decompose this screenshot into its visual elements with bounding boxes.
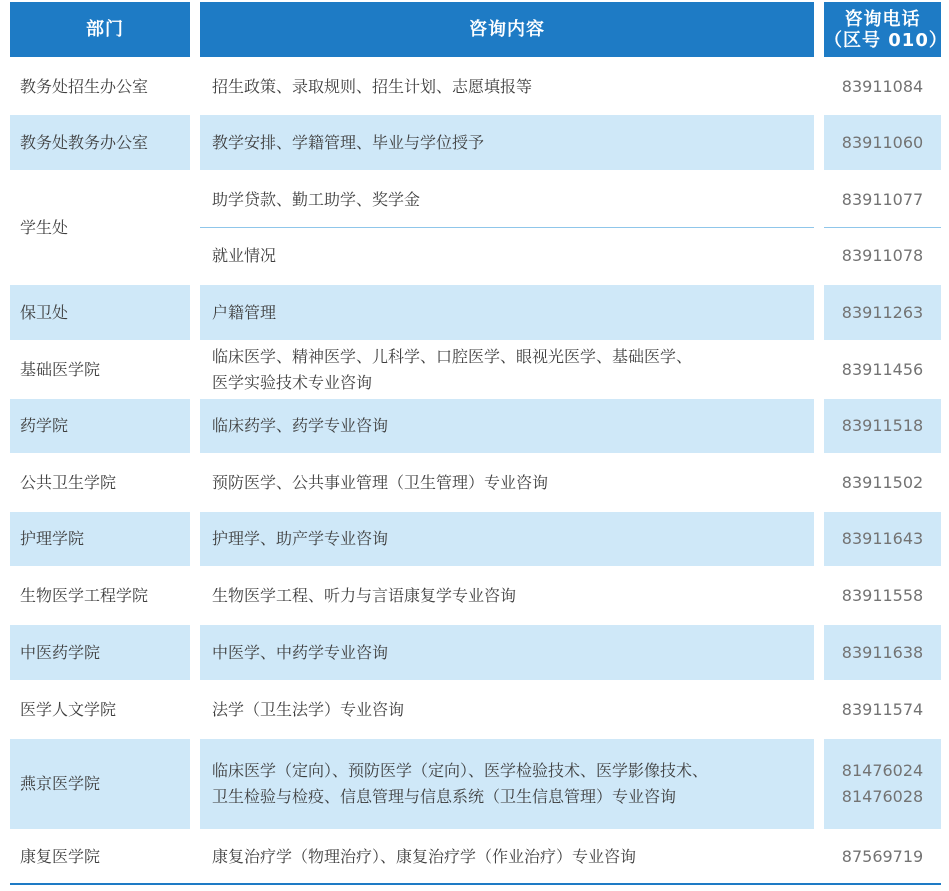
phone-cell [824,831,941,883]
phone-number: 83911456 [841,359,924,379]
phone-lines [842,413,923,439]
phone-number: 83911060 [841,132,924,152]
phone-number: 83911263 [841,302,924,322]
header-phone-line2: （区号 010） [824,29,948,51]
content-lines [212,130,484,156]
phone-lines [842,758,923,810]
content-cell [200,342,814,397]
content-lines [212,583,516,609]
content-line: 助学贷款、勤工助学、奖学金 [212,189,421,209]
content-line: 中医学、中药学专业咨询 [212,642,389,662]
phone-number: 83911643 [841,529,924,548]
content-line: 就业情况 [212,246,277,265]
dept-cell: 护理学院 [10,512,190,566]
phone-number: 83911502 [841,472,924,492]
phone-number: 83911084 [841,76,924,96]
content-cell [200,568,814,623]
header-content: 咨询内容 [200,2,814,57]
content-cell [200,115,814,170]
phone-number: 83911574 [841,699,924,719]
phone-lines [842,470,923,496]
phone-number: 83911518 [841,416,924,435]
content-cell [200,455,814,510]
header-phone [824,2,948,57]
content-cell [200,625,814,680]
phone-cell [824,59,941,114]
phone-lines [842,243,923,269]
header-phone-line1: 咨询电话 [844,8,921,30]
content-line: 卫生检验与检疫、信息管理与信息系统（卫生信息管理）专业咨询 [212,787,677,806]
content-line: 临床医学、精神医学、儿科学、口腔医学、眼视光医学、基础医学、 [212,346,693,366]
content-line: 医学实验技术专业咨询 [212,372,373,392]
phone-cell [824,682,941,737]
content-line: 法学（卫生法学）专业咨询 [212,699,405,719]
phone-number: 83911638 [841,642,924,662]
phone-cell [824,455,941,510]
dept-cell: 教务处教务办公室 [10,115,190,170]
content-lines [212,526,388,552]
phone-lines [842,583,923,609]
content-cell [200,229,814,283]
phone-lines [842,74,923,100]
content-cell [200,59,814,114]
phone-lines [842,357,923,383]
phone-lines [842,526,923,552]
phone-cell [824,739,941,829]
phone-cell [824,285,941,340]
content-lines [212,344,692,396]
phone-number: 81476024 [841,761,924,780]
table-bottom-rule [10,883,941,885]
phone-cell [824,229,941,283]
content-lines [212,758,708,810]
phone-lines [842,697,923,723]
content-line: 护理学、助产学专业咨询 [212,529,389,548]
content-line: 生物医学工程、听力与言语康复学专业咨询 [212,585,517,605]
phone-cell [824,115,941,170]
content-lines [212,640,388,666]
phone-lines [842,844,923,870]
content-lines [212,470,548,496]
phone-number: 83911078 [841,246,924,265]
phone-number: 81476028 [841,787,924,806]
content-cell [200,285,814,340]
dept-cell: 药学院 [10,399,190,453]
dept-cell: 医学人文学院 [20,699,117,719]
dept-cell: 公共卫生学院 [20,472,117,492]
dept-cell: 保卫处 [10,285,190,340]
content-lines [212,413,388,439]
dept-cell: 中医药学院 [10,625,190,680]
phone-number: 83911077 [841,189,924,209]
dept-cell: 康复医学院 [20,847,101,866]
phone-number: 87569719 [841,847,924,866]
content-line: 临床药学、药学专业咨询 [212,416,389,435]
content-line: 招生政策、录取规则、招生计划、志愿填报等 [212,76,533,96]
content-line: 预防医学、公共事业管理（卫生管理）专业咨询 [212,472,549,492]
phone-cell [824,342,941,397]
dept-cell: 基础医学院 [20,359,101,379]
content-lines [212,74,532,100]
content-cell [200,399,814,453]
dept-cell: 教务处招生办公室 [20,76,149,96]
dept-cell: 燕京医学院 [10,739,190,829]
content-cell [200,682,814,737]
phone-cell [824,399,941,453]
content-lines [212,300,276,326]
dept-cell: 生物医学工程学院 [20,585,149,605]
phone-cell [824,625,941,680]
dept-cell: 学生处 [20,217,69,237]
content-lines [212,243,276,269]
content-cell [200,739,814,829]
content-cell [200,512,814,566]
content-lines [212,697,404,723]
row-divider [200,227,814,228]
phone-cell [824,568,941,623]
content-cell [200,831,814,883]
row-divider [824,227,941,228]
content-line: 临床医学（定向）、预防医学（定向）、医学检验技术、医学影像技术、 [212,761,709,780]
content-lines [212,187,420,213]
content-cell [200,172,814,227]
phone-lines [842,300,923,326]
phone-cell [824,172,941,227]
phone-number: 83911558 [841,585,924,605]
content-line: 教学安排、学籍管理、毕业与学位授予 [212,132,485,152]
phone-lines [842,640,923,666]
phone-lines [842,130,923,156]
content-line: 户籍管理 [212,302,277,322]
phone-cell [824,512,941,566]
content-lines [212,844,636,870]
header-dept: 部门 [10,2,190,57]
phone-lines [842,187,923,213]
content-line: 康复治疗学（物理治疗）、康复治疗学（作业治疗）专业咨询 [212,847,637,866]
